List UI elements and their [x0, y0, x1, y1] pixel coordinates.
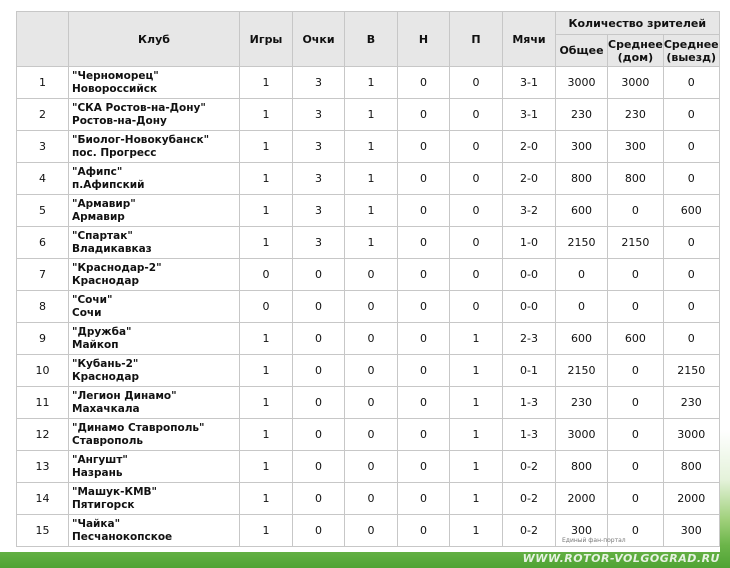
- row-attendance-home: 0: [608, 195, 664, 227]
- row-draws: 0: [398, 259, 450, 291]
- row-attendance-total: 800: [556, 163, 608, 195]
- table-row: [17, 387, 720, 419]
- header-points[interactable]: Очки: [293, 12, 345, 67]
- row-wins: 0: [345, 483, 398, 515]
- row-losses: 0: [450, 227, 503, 259]
- row-points: 0: [293, 355, 345, 387]
- row-games: 1: [240, 355, 293, 387]
- club-name[interactable]: "Машук-КМВ": [72, 485, 157, 498]
- table-row: [17, 195, 720, 227]
- row-points: 0: [293, 483, 345, 515]
- row-attendance-away: 2000: [663, 483, 719, 515]
- row-losses: 1: [450, 387, 503, 419]
- row-draws: 0: [398, 323, 450, 355]
- club-city: пос. Прогресс: [72, 146, 157, 159]
- table-row: [17, 67, 720, 99]
- row-draws: 0: [398, 451, 450, 483]
- row-draws: 0: [398, 355, 450, 387]
- row-games: 1: [240, 131, 293, 163]
- row-draws: 0: [398, 227, 450, 259]
- header-attendance: Количество зрителей: [556, 12, 720, 35]
- club-city: Майкоп: [72, 338, 119, 351]
- row-draws: 0: [398, 483, 450, 515]
- row-attendance-away: 800: [663, 451, 719, 483]
- club-name[interactable]: "Динамо Ставрополь": [72, 421, 205, 434]
- club-name[interactable]: "Сочи": [72, 293, 113, 306]
- row-club-cell: [69, 67, 240, 99]
- standings-table: [16, 11, 720, 547]
- row-attendance-total: 600: [556, 323, 608, 355]
- row-games: 1: [240, 67, 293, 99]
- table-row: [17, 451, 720, 483]
- table-row: [17, 227, 720, 259]
- table-row: [17, 419, 720, 451]
- row-draws: 0: [398, 419, 450, 451]
- header-goals[interactable]: Мячи: [503, 12, 556, 67]
- club-name[interactable]: "СКА Ростов-на-Дону": [72, 101, 206, 114]
- row-position: 2: [17, 99, 69, 131]
- row-club-cell: [69, 387, 240, 419]
- row-wins: 0: [345, 515, 398, 547]
- row-attendance-away: 0: [663, 227, 719, 259]
- club-city: Махачкала: [72, 402, 140, 415]
- row-losses: 1: [450, 355, 503, 387]
- club-city: Краснодар: [72, 274, 139, 287]
- row-losses: 1: [450, 483, 503, 515]
- row-points: 0: [293, 259, 345, 291]
- row-games: 1: [240, 227, 293, 259]
- club-city: Новороссийск: [72, 82, 158, 95]
- row-club-cell: [69, 131, 240, 163]
- row-attendance-home: 0: [608, 451, 664, 483]
- row-games: 1: [240, 451, 293, 483]
- row-points: 0: [293, 291, 345, 323]
- club-name[interactable]: "Спартак": [72, 229, 133, 242]
- header-position: [17, 12, 69, 67]
- row-losses: 0: [450, 67, 503, 99]
- row-attendance-home: 0: [608, 483, 664, 515]
- table-row: [17, 259, 720, 291]
- club-name[interactable]: "Легион Динамо": [72, 389, 177, 402]
- club-name[interactable]: "Краснодар-2": [72, 261, 162, 274]
- row-goals: 0-2: [503, 451, 556, 483]
- row-wins: 0: [345, 291, 398, 323]
- row-games: 1: [240, 323, 293, 355]
- row-position: 3: [17, 131, 69, 163]
- row-points: 0: [293, 419, 345, 451]
- row-club-cell: [69, 99, 240, 131]
- row-games: 0: [240, 291, 293, 323]
- row-losses: 1: [450, 451, 503, 483]
- row-attendance-total: 2150: [556, 355, 608, 387]
- row-attendance-home: 0: [608, 291, 664, 323]
- row-wins: 1: [345, 195, 398, 227]
- row-attendance-away: 0: [663, 291, 719, 323]
- row-attendance-away: 230: [663, 387, 719, 419]
- watermark-logo: WWW.ROTOR-VOLGOGRAD.RU: [522, 552, 720, 565]
- row-losses: 0: [450, 131, 503, 163]
- row-losses: 0: [450, 163, 503, 195]
- row-points: 0: [293, 387, 345, 419]
- club-city: Ставрополь: [72, 434, 144, 447]
- row-position: 13: [17, 451, 69, 483]
- row-position: 11: [17, 387, 69, 419]
- row-games: 1: [240, 515, 293, 547]
- row-points: 3: [293, 227, 345, 259]
- row-goals: 2-0: [503, 163, 556, 195]
- row-attendance-total: 2150: [556, 227, 608, 259]
- row-attendance-total: 230: [556, 387, 608, 419]
- row-wins: 1: [345, 99, 398, 131]
- row-attendance-home: 0: [608, 387, 664, 419]
- row-wins: 0: [345, 355, 398, 387]
- standings-body: [17, 67, 720, 547]
- row-club-cell: [69, 451, 240, 483]
- row-club-cell: [69, 291, 240, 323]
- row-losses: 0: [450, 291, 503, 323]
- row-attendance-total: 600: [556, 195, 608, 227]
- table-row: [17, 323, 720, 355]
- header-wins[interactable]: В: [345, 12, 398, 67]
- row-attendance-home: 0: [608, 259, 664, 291]
- header-losses[interactable]: П: [450, 12, 503, 67]
- row-draws: 0: [398, 291, 450, 323]
- row-position: 10: [17, 355, 69, 387]
- row-wins: 0: [345, 451, 398, 483]
- watermark-caption: Единый фан-портал: [562, 537, 626, 544]
- row-position: 8: [17, 291, 69, 323]
- table-row: [17, 131, 720, 163]
- row-attendance-home: 0: [608, 355, 664, 387]
- row-club-cell: [69, 259, 240, 291]
- row-games: 0: [240, 259, 293, 291]
- row-draws: 0: [398, 195, 450, 227]
- club-name[interactable]: "Армавир": [72, 197, 136, 210]
- club-name[interactable]: "Дружба": [72, 325, 132, 338]
- row-position: 7: [17, 259, 69, 291]
- row-wins: 0: [345, 259, 398, 291]
- row-attendance-away: 600: [663, 195, 719, 227]
- row-wins: 1: [345, 131, 398, 163]
- row-games: 1: [240, 387, 293, 419]
- row-attendance-total: 3000: [556, 67, 608, 99]
- row-attendance-home: 0: [608, 515, 664, 547]
- row-wins: 0: [345, 419, 398, 451]
- club-name[interactable]: "Чайка": [72, 517, 121, 530]
- row-position: 4: [17, 163, 69, 195]
- club-city: п.Афипский: [72, 178, 145, 191]
- row-draws: 0: [398, 387, 450, 419]
- row-attendance-total: 300: [556, 131, 608, 163]
- row-attendance-home: 600: [608, 323, 664, 355]
- header-draws[interactable]: Н: [398, 12, 450, 67]
- row-attendance-away: 0: [663, 99, 719, 131]
- row-goals: 1-0: [503, 227, 556, 259]
- club-city: Песчанокопское: [72, 530, 173, 543]
- club-name[interactable]: "Ангушт": [72, 453, 128, 466]
- row-attendance-total: 300: [556, 515, 608, 547]
- club-city: Ростов-на-Дону: [72, 114, 167, 127]
- row-club-cell: [69, 163, 240, 195]
- row-attendance-home: 2150: [608, 227, 664, 259]
- row-attendance-away: 2150: [663, 355, 719, 387]
- club-name[interactable]: "Кубань-2": [72, 357, 139, 370]
- row-club-cell: [69, 195, 240, 227]
- club-city: Сочи: [72, 306, 102, 319]
- row-attendance-home: 800: [608, 163, 664, 195]
- row-points: 3: [293, 131, 345, 163]
- row-points: 3: [293, 67, 345, 99]
- club-name[interactable]: "Афипс": [72, 165, 123, 178]
- table-row: [17, 163, 720, 195]
- row-wins: 1: [345, 227, 398, 259]
- row-position: 9: [17, 323, 69, 355]
- row-goals: 2-3: [503, 323, 556, 355]
- club-city: Владикавказ: [72, 242, 152, 255]
- header-attendance-home[interactable]: Среднее (дом): [608, 35, 664, 67]
- row-draws: 0: [398, 99, 450, 131]
- table-row: [17, 483, 720, 515]
- table-row: [17, 291, 720, 323]
- row-wins: 1: [345, 163, 398, 195]
- row-attendance-total: 230: [556, 99, 608, 131]
- row-goals: 3-1: [503, 67, 556, 99]
- row-attendance-total: 3000: [556, 419, 608, 451]
- row-attendance-home: 3000: [608, 67, 664, 99]
- row-position: 5: [17, 195, 69, 227]
- row-points: 0: [293, 451, 345, 483]
- row-games: 1: [240, 163, 293, 195]
- row-losses: 1: [450, 323, 503, 355]
- club-city: Краснодар: [72, 370, 139, 383]
- club-city: Пятигорск: [72, 498, 135, 511]
- header-attendance-total[interactable]: Общее: [556, 35, 608, 67]
- row-attendance-away: 0: [663, 163, 719, 195]
- row-attendance-total: 800: [556, 451, 608, 483]
- row-draws: 0: [398, 163, 450, 195]
- row-club-cell: [69, 323, 240, 355]
- row-attendance-home: 0: [608, 419, 664, 451]
- row-position: 1: [17, 67, 69, 99]
- row-attendance-home: 230: [608, 99, 664, 131]
- row-wins: 0: [345, 323, 398, 355]
- row-goals: 3-2: [503, 195, 556, 227]
- club-name[interactable]: "Биолог-Новокубанск": [72, 133, 210, 146]
- row-draws: 0: [398, 515, 450, 547]
- row-attendance-away: 300: [663, 515, 719, 547]
- row-points: 3: [293, 99, 345, 131]
- row-losses: 0: [450, 259, 503, 291]
- row-losses: 1: [450, 515, 503, 547]
- row-points: 0: [293, 323, 345, 355]
- row-goals: 0-0: [503, 259, 556, 291]
- row-attendance-away: 3000: [663, 419, 719, 451]
- row-attendance-total: 0: [556, 291, 608, 323]
- row-goals: 2-0: [503, 131, 556, 163]
- row-goals: 3-1: [503, 99, 556, 131]
- row-games: 1: [240, 483, 293, 515]
- row-losses: 0: [450, 99, 503, 131]
- row-club-cell: [69, 355, 240, 387]
- row-wins: 0: [345, 387, 398, 419]
- row-draws: 0: [398, 67, 450, 99]
- row-attendance-away: 0: [663, 259, 719, 291]
- row-attendance-away: 0: [663, 67, 719, 99]
- row-points: 0: [293, 515, 345, 547]
- header-club[interactable]: Клуб: [69, 12, 240, 67]
- row-position: 12: [17, 419, 69, 451]
- row-position: 14: [17, 483, 69, 515]
- row-attendance-home: 300: [608, 131, 664, 163]
- header-games[interactable]: Игры: [240, 12, 293, 67]
- row-goals: 1-3: [503, 387, 556, 419]
- row-attendance-away: 0: [663, 131, 719, 163]
- row-goals: 0-0: [503, 291, 556, 323]
- row-position: 6: [17, 227, 69, 259]
- row-position: 15: [17, 515, 69, 547]
- header-attendance-away[interactable]: Среднее (выезд): [663, 35, 719, 67]
- row-goals: 1-3: [503, 419, 556, 451]
- row-attendance-away: 0: [663, 323, 719, 355]
- row-losses: 1: [450, 419, 503, 451]
- header-row-1: [17, 12, 720, 35]
- row-club-cell: [69, 419, 240, 451]
- row-games: 1: [240, 419, 293, 451]
- row-club-cell: [69, 515, 240, 547]
- table-row: [17, 99, 720, 131]
- row-games: 1: [240, 99, 293, 131]
- table-row: [17, 355, 720, 387]
- row-points: 3: [293, 163, 345, 195]
- club-city: Назрань: [72, 466, 123, 479]
- row-points: 3: [293, 195, 345, 227]
- club-city: Армавир: [72, 210, 125, 223]
- row-draws: 0: [398, 131, 450, 163]
- row-losses: 0: [450, 195, 503, 227]
- row-goals: 0-2: [503, 483, 556, 515]
- row-attendance-total: 0: [556, 259, 608, 291]
- row-club-cell: [69, 483, 240, 515]
- row-goals: 0-2: [503, 515, 556, 547]
- row-club-cell: [69, 227, 240, 259]
- row-attendance-total: 2000: [556, 483, 608, 515]
- row-wins: 1: [345, 67, 398, 99]
- row-goals: 0-1: [503, 355, 556, 387]
- club-name[interactable]: "Черноморец": [72, 69, 159, 82]
- row-games: 1: [240, 195, 293, 227]
